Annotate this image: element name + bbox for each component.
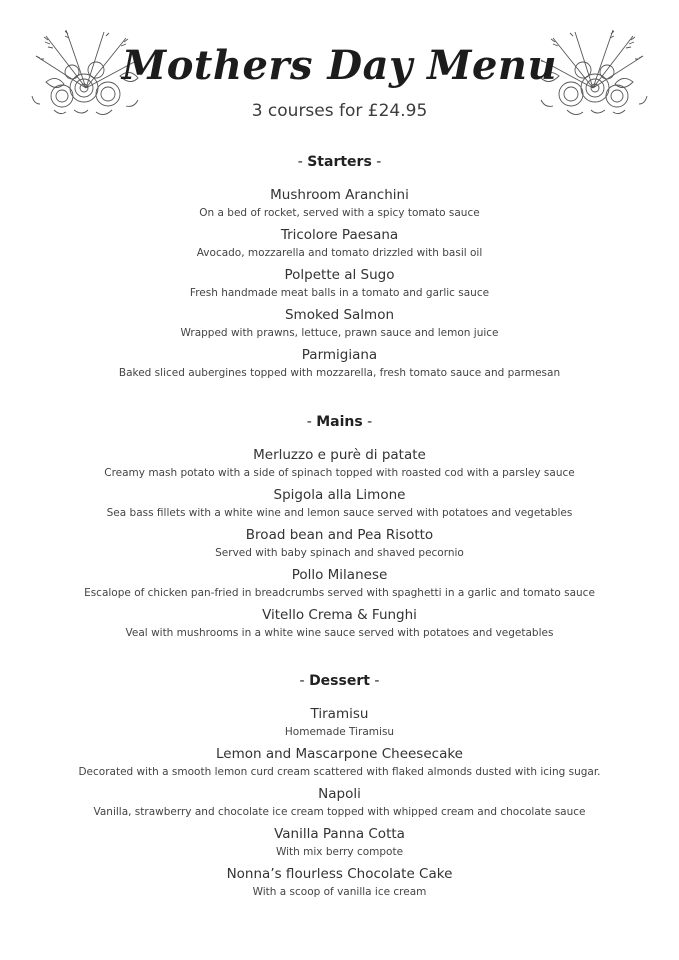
menu-item — [0, 744, 679, 784]
menu-item — [0, 864, 679, 904]
menu-item-description: Escalope of chicken pan-fried in breadcrumbs served with spaghetti in a garlic and tomato sauce — [84, 587, 595, 599]
section-starters — [0, 153, 679, 385]
menu-item-name: Lemon and Mascarpone Cheesecake — [216, 746, 463, 762]
menu-item — [0, 824, 679, 864]
menu-item-list — [0, 185, 679, 385]
menu-item-description: Avocado, mozzarella and tomato drizzled with basil oil — [196, 247, 483, 259]
menu-item — [0, 605, 679, 645]
menu-item-description: Fresh handmade meat balls in a tomato and garlic sauce — [189, 287, 490, 299]
menu-item-description: Served with baby spinach and shaved pecornio — [215, 547, 464, 559]
menu-item-name: Pollo Milanese — [291, 567, 388, 583]
section-dessert — [0, 672, 679, 904]
menu-item-name: Vanilla Panna Cotta — [274, 826, 405, 842]
menu-item — [0, 345, 679, 385]
menu-item — [0, 704, 679, 744]
section-heading-label: Dessert — [309, 673, 370, 689]
menu-item-name: Parmigiana — [301, 347, 378, 363]
menu-item-description: Decorated with a smooth lemon curd cream scattered with flaked almonds dusted with icing sugar. — [78, 766, 601, 778]
menu-item-list — [0, 704, 679, 904]
menu-item — [0, 265, 679, 305]
section-mains — [0, 413, 679, 645]
section-heading-label: Mains — [316, 414, 363, 430]
menu-item-name: Smoked Salmon — [284, 307, 395, 323]
menu-item-description: Baked sliced aubergines topped with mozzarella, fresh tomato sauce and parmesan — [118, 367, 561, 379]
menu-item-name: Spigola alla Limone — [273, 487, 406, 503]
section-heading: - Mains - — [306, 414, 373, 430]
section-heading-label: Starters — [307, 154, 372, 170]
menu-item — [0, 225, 679, 265]
menu-item-name: Nonna’s flourless Chocolate Cake — [226, 866, 453, 882]
menu-item-name: Merluzzo e purè di patate — [253, 447, 426, 463]
menu-item-description: Homemade Tiramisu — [284, 726, 395, 738]
menu-item-name: Tricolore Paesana — [280, 227, 399, 243]
menu-item-description: Wrapped with prawns, lettuce, prawn sauce and lemon juice — [180, 327, 499, 339]
menu-item-description: Creamy mash potato with a side of spinach topped with roasted cod with a parsley sauce — [104, 467, 575, 479]
menu-item-description: With mix berry compote — [275, 846, 404, 858]
menu-item — [0, 525, 679, 565]
menu-item — [0, 565, 679, 605]
section-heading: - Dessert - — [299, 673, 380, 689]
section-heading: - Starters - — [297, 154, 382, 170]
menu-item — [0, 185, 679, 225]
menu-item-name: Vitello Crema & Funghi — [262, 607, 417, 623]
menu-item — [0, 485, 679, 525]
menu-item-name: Tiramisu — [310, 706, 369, 722]
menu-item-description: With a scoop of vanilla ice cream — [252, 886, 427, 898]
menu-item-name: Mushroom Aranchini — [270, 187, 409, 203]
menu-item — [0, 445, 679, 485]
menu-item — [0, 784, 679, 824]
menu-item-description: Vanilla, strawberry and chocolate ice cream topped with whipped cream and chocolate sauce — [93, 806, 586, 818]
menu-item-description: Veal with mushrooms in a white wine sauce served with potatoes and vegetables — [125, 627, 554, 639]
menu-title: Mothers Day Menu — [121, 42, 558, 89]
menu-item-name: Broad bean and Pea Risotto — [245, 527, 434, 543]
menu-item-description: On a bed of rocket, served with a spicy tomato sauce — [199, 207, 480, 219]
menu-item-name: Polpette al Sugo — [284, 267, 395, 283]
menu-item-description: Sea bass fillets with a white wine and lemon sauce served with potatoes and vegetables — [106, 507, 573, 519]
menu-item — [0, 305, 679, 345]
menu-item-name: Napoli — [318, 786, 361, 802]
price-subtitle: 3 courses for £24.95 — [251, 101, 428, 121]
menu-item-list — [0, 445, 679, 645]
